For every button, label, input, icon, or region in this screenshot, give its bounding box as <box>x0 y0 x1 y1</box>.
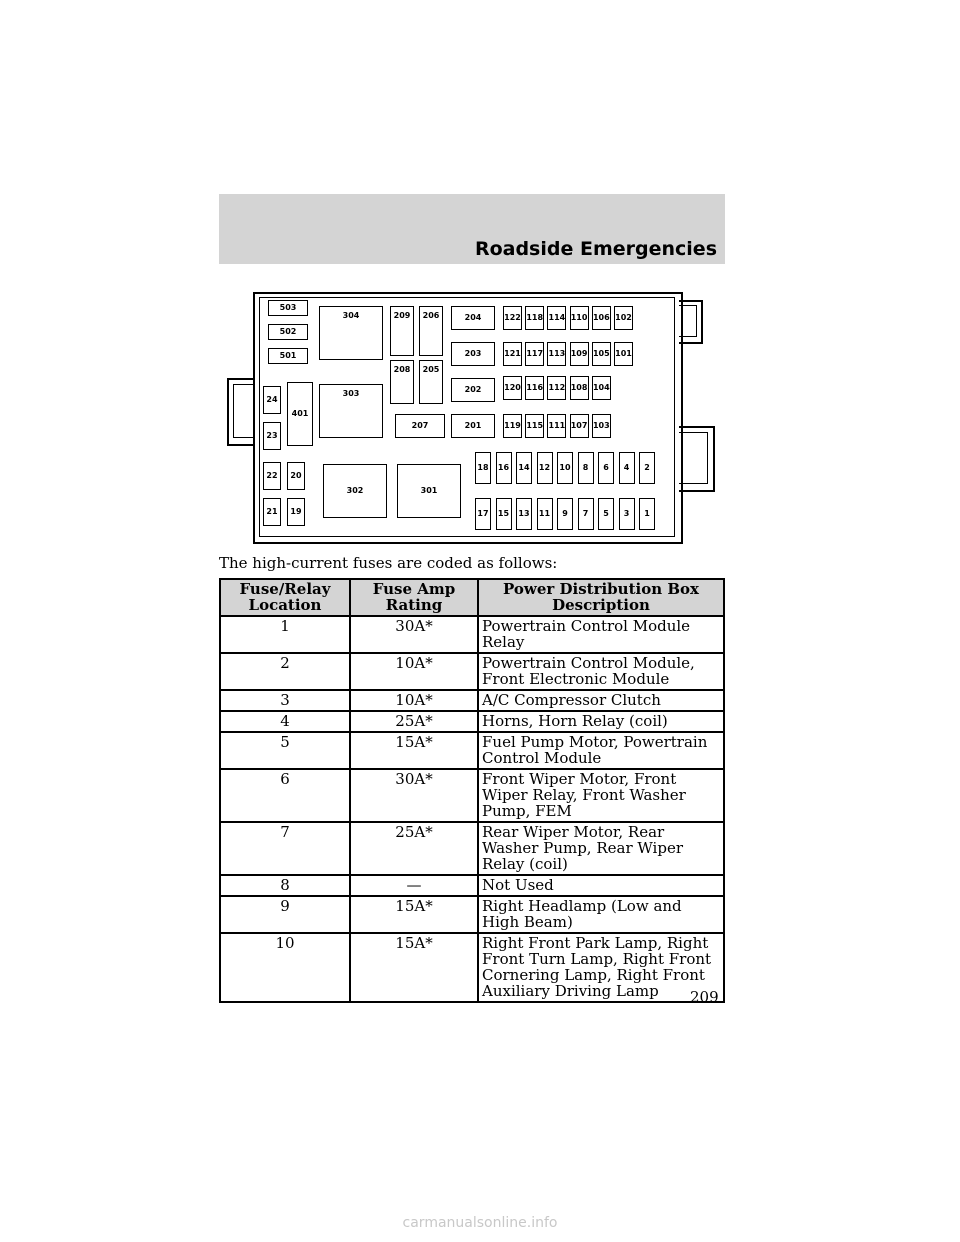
cell-location: 3 <box>220 690 350 711</box>
fuse-209: 209 <box>390 306 414 356</box>
fuse-120: 120 <box>503 376 522 400</box>
fuse-19: 19 <box>287 498 305 526</box>
header-location: Fuse/Relay Location <box>220 579 350 616</box>
fuse-119: 119 <box>503 414 522 438</box>
fuse-304: 304 <box>319 306 383 360</box>
fuse-11: 11 <box>537 498 553 530</box>
header-description: Power Distribution Box Description <box>478 579 724 616</box>
fuse-22: 22 <box>263 462 281 490</box>
fuse-9: 9 <box>557 498 573 530</box>
cell-description: Right Headlamp (Low and High Beam) <box>478 896 724 933</box>
watermark: carmanualsonline.info <box>402 1215 558 1231</box>
cell-rating: 15A* <box>350 732 478 769</box>
fuse-16: 16 <box>496 452 512 484</box>
fuse-113: 113 <box>547 342 566 366</box>
fuse-302: 302 <box>323 464 387 518</box>
fuse-503: 503 <box>268 300 308 316</box>
fuse-108: 108 <box>570 376 589 400</box>
cell-description: Right Front Park Lamp, Right Front Turn Lamp, Right Front Cornering Lamp, Right Front Auxiliary Driving Lamp <box>478 933 724 1002</box>
cell-description: Powertrain Control Module Relay <box>478 616 724 653</box>
fuse-12: 12 <box>537 452 553 484</box>
fuse-8: 8 <box>578 452 594 484</box>
fuse-104: 104 <box>592 376 611 400</box>
cell-description: Powertrain Control Module, Front Electronic Module <box>478 653 724 690</box>
fuse-118: 118 <box>525 306 544 330</box>
fuse-115: 115 <box>525 414 544 438</box>
table-row <box>220 822 724 875</box>
fuse-10: 10 <box>557 452 573 484</box>
fuse-110: 110 <box>570 306 589 330</box>
fuse-2: 2 <box>639 452 655 484</box>
fuse-101: 101 <box>614 342 633 366</box>
fuse-box-diagram <box>219 286 725 544</box>
fuse-21: 21 <box>263 498 281 526</box>
cell-rating: 15A* <box>350 896 478 933</box>
fuse-207: 207 <box>395 414 445 438</box>
fuse-114: 114 <box>547 306 566 330</box>
table-row <box>220 690 724 711</box>
cell-location: 10 <box>220 933 350 1002</box>
table-row <box>220 732 724 769</box>
fuse-15: 15 <box>496 498 512 530</box>
fuse-6: 6 <box>598 452 614 484</box>
cell-rating: 10A* <box>350 653 478 690</box>
table-row <box>220 933 724 1002</box>
cell-location: 2 <box>220 653 350 690</box>
table-row <box>220 769 724 822</box>
cell-location: 1 <box>220 616 350 653</box>
fuse-103: 103 <box>592 414 611 438</box>
cell-location: 8 <box>220 875 350 896</box>
cell-description: Front Wiper Motor, Front Wiper Relay, Front Washer Pump, FEM <box>478 769 724 822</box>
cell-rating: 15A* <box>350 933 478 1002</box>
fuse-3: 3 <box>619 498 635 530</box>
fuse-501: 501 <box>268 348 308 364</box>
fuse-122: 122 <box>503 306 522 330</box>
fuse-116: 116 <box>525 376 544 400</box>
cell-location: 6 <box>220 769 350 822</box>
cell-description: A/C Compressor Clutch <box>478 690 724 711</box>
cell-location: 9 <box>220 896 350 933</box>
table-row <box>220 896 724 933</box>
fuse-204: 204 <box>451 306 495 330</box>
fuse-20: 20 <box>287 462 305 490</box>
fuse-table <box>219 578 725 1003</box>
fuse-107: 107 <box>570 414 589 438</box>
table-row <box>220 711 724 732</box>
cell-rating: 30A* <box>350 616 478 653</box>
fuse-202: 202 <box>451 378 495 402</box>
fuse-106: 106 <box>592 306 611 330</box>
fuse-208: 208 <box>390 360 414 404</box>
fuse-203: 203 <box>451 342 495 366</box>
fuse-17: 17 <box>475 498 491 530</box>
table-row <box>220 875 724 896</box>
cell-location: 5 <box>220 732 350 769</box>
fuse-18: 18 <box>475 452 491 484</box>
cell-location: 7 <box>220 822 350 875</box>
fuse-502: 502 <box>268 324 308 340</box>
cell-location: 4 <box>220 711 350 732</box>
fuse-117: 117 <box>525 342 544 366</box>
table-header-row <box>220 579 724 616</box>
cell-rating: 30A* <box>350 769 478 822</box>
fuse-201: 201 <box>451 414 495 438</box>
cell-description: Fuel Pump Motor, Powertrain Control Module <box>478 732 724 769</box>
fuse-105: 105 <box>592 342 611 366</box>
cell-rating: 25A* <box>350 822 478 875</box>
table-row <box>220 653 724 690</box>
fuse-14: 14 <box>516 452 532 484</box>
header-rating: Fuse Amp Rating <box>350 579 478 616</box>
right-tab-bottom-inner <box>679 432 708 484</box>
fuse-102: 102 <box>614 306 633 330</box>
fuse-301: 301 <box>397 464 461 518</box>
fuse-24: 24 <box>263 386 281 414</box>
fuse-1: 1 <box>639 498 655 530</box>
fuse-112: 112 <box>547 376 566 400</box>
cell-rating: — <box>350 875 478 896</box>
fuse-303: 303 <box>319 384 383 438</box>
fuse-7: 7 <box>578 498 594 530</box>
fuse-4: 4 <box>619 452 635 484</box>
fuse-13: 13 <box>516 498 532 530</box>
fuse-401: 401 <box>287 382 313 446</box>
fuse-121: 121 <box>503 342 522 366</box>
cell-rating: 10A* <box>350 690 478 711</box>
fuse-111: 111 <box>547 414 566 438</box>
cell-description: Horns, Horn Relay (coil) <box>478 711 724 732</box>
cell-description: Rear Wiper Motor, Rear Washer Pump, Rear Wiper Relay (coil) <box>478 822 724 875</box>
cell-rating: 25A* <box>350 711 478 732</box>
fuse-205: 205 <box>419 360 443 404</box>
caption: The high-current fuses are coded as follows: <box>219 554 558 572</box>
fuse-23: 23 <box>263 422 281 450</box>
page-number: 209 <box>690 988 719 1006</box>
left-tab-inner <box>233 384 254 438</box>
table-row <box>220 616 724 653</box>
fuse-109: 109 <box>570 342 589 366</box>
fuse-206: 206 <box>419 306 443 356</box>
section-header <box>219 194 725 264</box>
section-title: Roadside Emergencies <box>474 238 717 260</box>
cell-description: Not Used <box>478 875 724 896</box>
fuse-5: 5 <box>598 498 614 530</box>
